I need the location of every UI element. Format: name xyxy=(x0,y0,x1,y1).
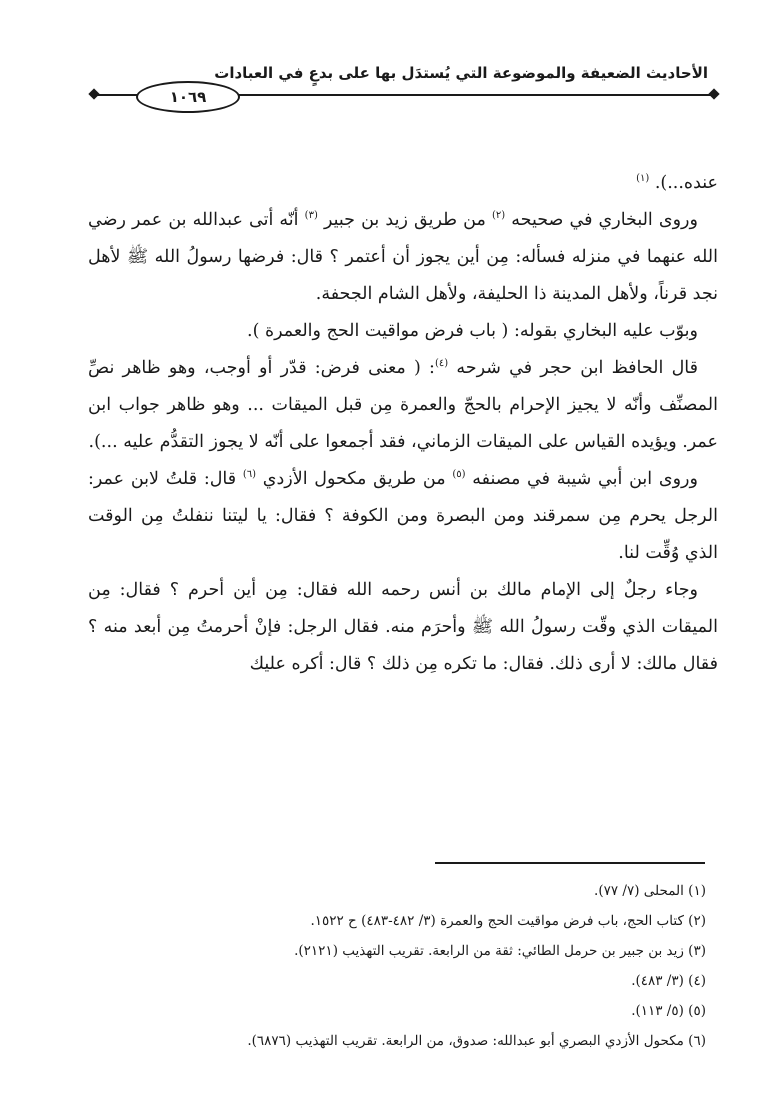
footnote-2: (٢) كتاب الحج، باب فرض مواقيت الحج والعمرة (٣/ ٤٨٢-٤٨٣) ح ١٥٢٢. xyxy=(310,913,706,929)
paragraph-4 xyxy=(88,350,718,461)
footnote-5: (٥) (٥/ ١١٣). xyxy=(631,1003,706,1019)
page-number: ١٠٦٩ xyxy=(136,81,240,113)
footnote-6: (٦) مكحول الأزدي البصري أبو عبدالله: صدوق، من الرابعة. تقريب التهذيب (٦٨٧٦). xyxy=(247,1033,706,1049)
footnote-ref: (٦) xyxy=(242,469,257,481)
diamond-ornament-left xyxy=(88,88,99,99)
text-run: : ( معنى فرض: قدّر أو أوجب، وهو ظاهر نصِّ المصنِّف وأنّه لا يجيز الإحرام بالحجّ والعمرة مِن قبل الميقات ... وهو ظاهر جواب ابن عمر. ويؤيده القياس على الميقات الزماني، فقد أجمعوا على أنّه لا يجوز التقدُّم عليه ...). xyxy=(88,358,718,452)
paragraph-3: وبوّب عليه البخاري بقوله: ( باب فرض مواقيت الحج والعمرة ). xyxy=(247,321,698,341)
book-title: الأحاديث الضعيفة والموضوعة التي يُستدَل بها على بدعٍ في العبادات xyxy=(214,64,708,82)
paragraph-2 xyxy=(88,202,718,313)
text-run: قال الحافظ ابن حجر في شرحه xyxy=(456,358,698,378)
paragraph-5 xyxy=(88,461,718,572)
text-run: وروى ابن أبي شيبة في مصنفه xyxy=(472,469,698,489)
diamond-ornament-right xyxy=(708,88,719,99)
footnote-ref: (١) xyxy=(636,173,650,185)
footnote-separator xyxy=(435,862,705,864)
running-header xyxy=(88,60,718,110)
footnote-ref: (٣) xyxy=(304,210,318,222)
text-run: أنّه أتى عبدالله بن عمر رضي الله عنهما في منزله فسأله: مِن أين يجوز أن أعتمر ؟ قال: فرضها رسولُ الله ﷺ لأهل نجد قرناً، ولأهل المدينة ذا الحليفة، ولأهل الشام الجحفة. xyxy=(88,210,718,304)
text-run: من طريق زيد بن جبير xyxy=(323,210,486,230)
footnote-ref: (٢) xyxy=(491,210,506,222)
text-run: عنده...). xyxy=(654,173,718,193)
footnote-ref: (٤) xyxy=(434,358,449,370)
text-run: قال: قلتُ لابن عمر: الرجل يحرم مِن سمرقند ومن البصرة ومن الكوفة ؟ فقال: يا ليتنا ننفلتُ مِن الوقت الذي وُقِّت لنا. xyxy=(88,469,718,563)
main-text xyxy=(88,165,718,683)
text-run: وروى البخاري في صحيحه xyxy=(511,210,698,230)
footnote-ref: (٥) xyxy=(452,469,466,481)
text-run: من طريق مكحول الأزدي xyxy=(262,469,446,489)
footnote-1: (١) المحلى (٧/ ٧٧). xyxy=(594,883,706,899)
footnote-4: (٤) (٣/ ٤٨٣). xyxy=(631,973,706,989)
footnotes xyxy=(88,876,706,1056)
paragraph-6: وجاء رجلٌ إلى الإمام مالك بن أنس رحمه الله فقال: مِن أين أحرم ؟ فقال: مِن الميقات الذي وقّت رسولُ الله ﷺ وأحرَم منه. فقال الرجل: فإنْ أحرمتُ مِن أبعد منه ؟ فقال مالك: لا أرى ذلك. فقال: ما تكره مِن ذلك ؟ قال: أكره عليك xyxy=(88,580,718,674)
paragraph-1 xyxy=(88,165,718,202)
footnote-3: (٣) زيد بن جبير بن حرمل الطائي: ثقة من الرابعة. تقريب التهذيب (٢١٢١). xyxy=(294,943,706,959)
